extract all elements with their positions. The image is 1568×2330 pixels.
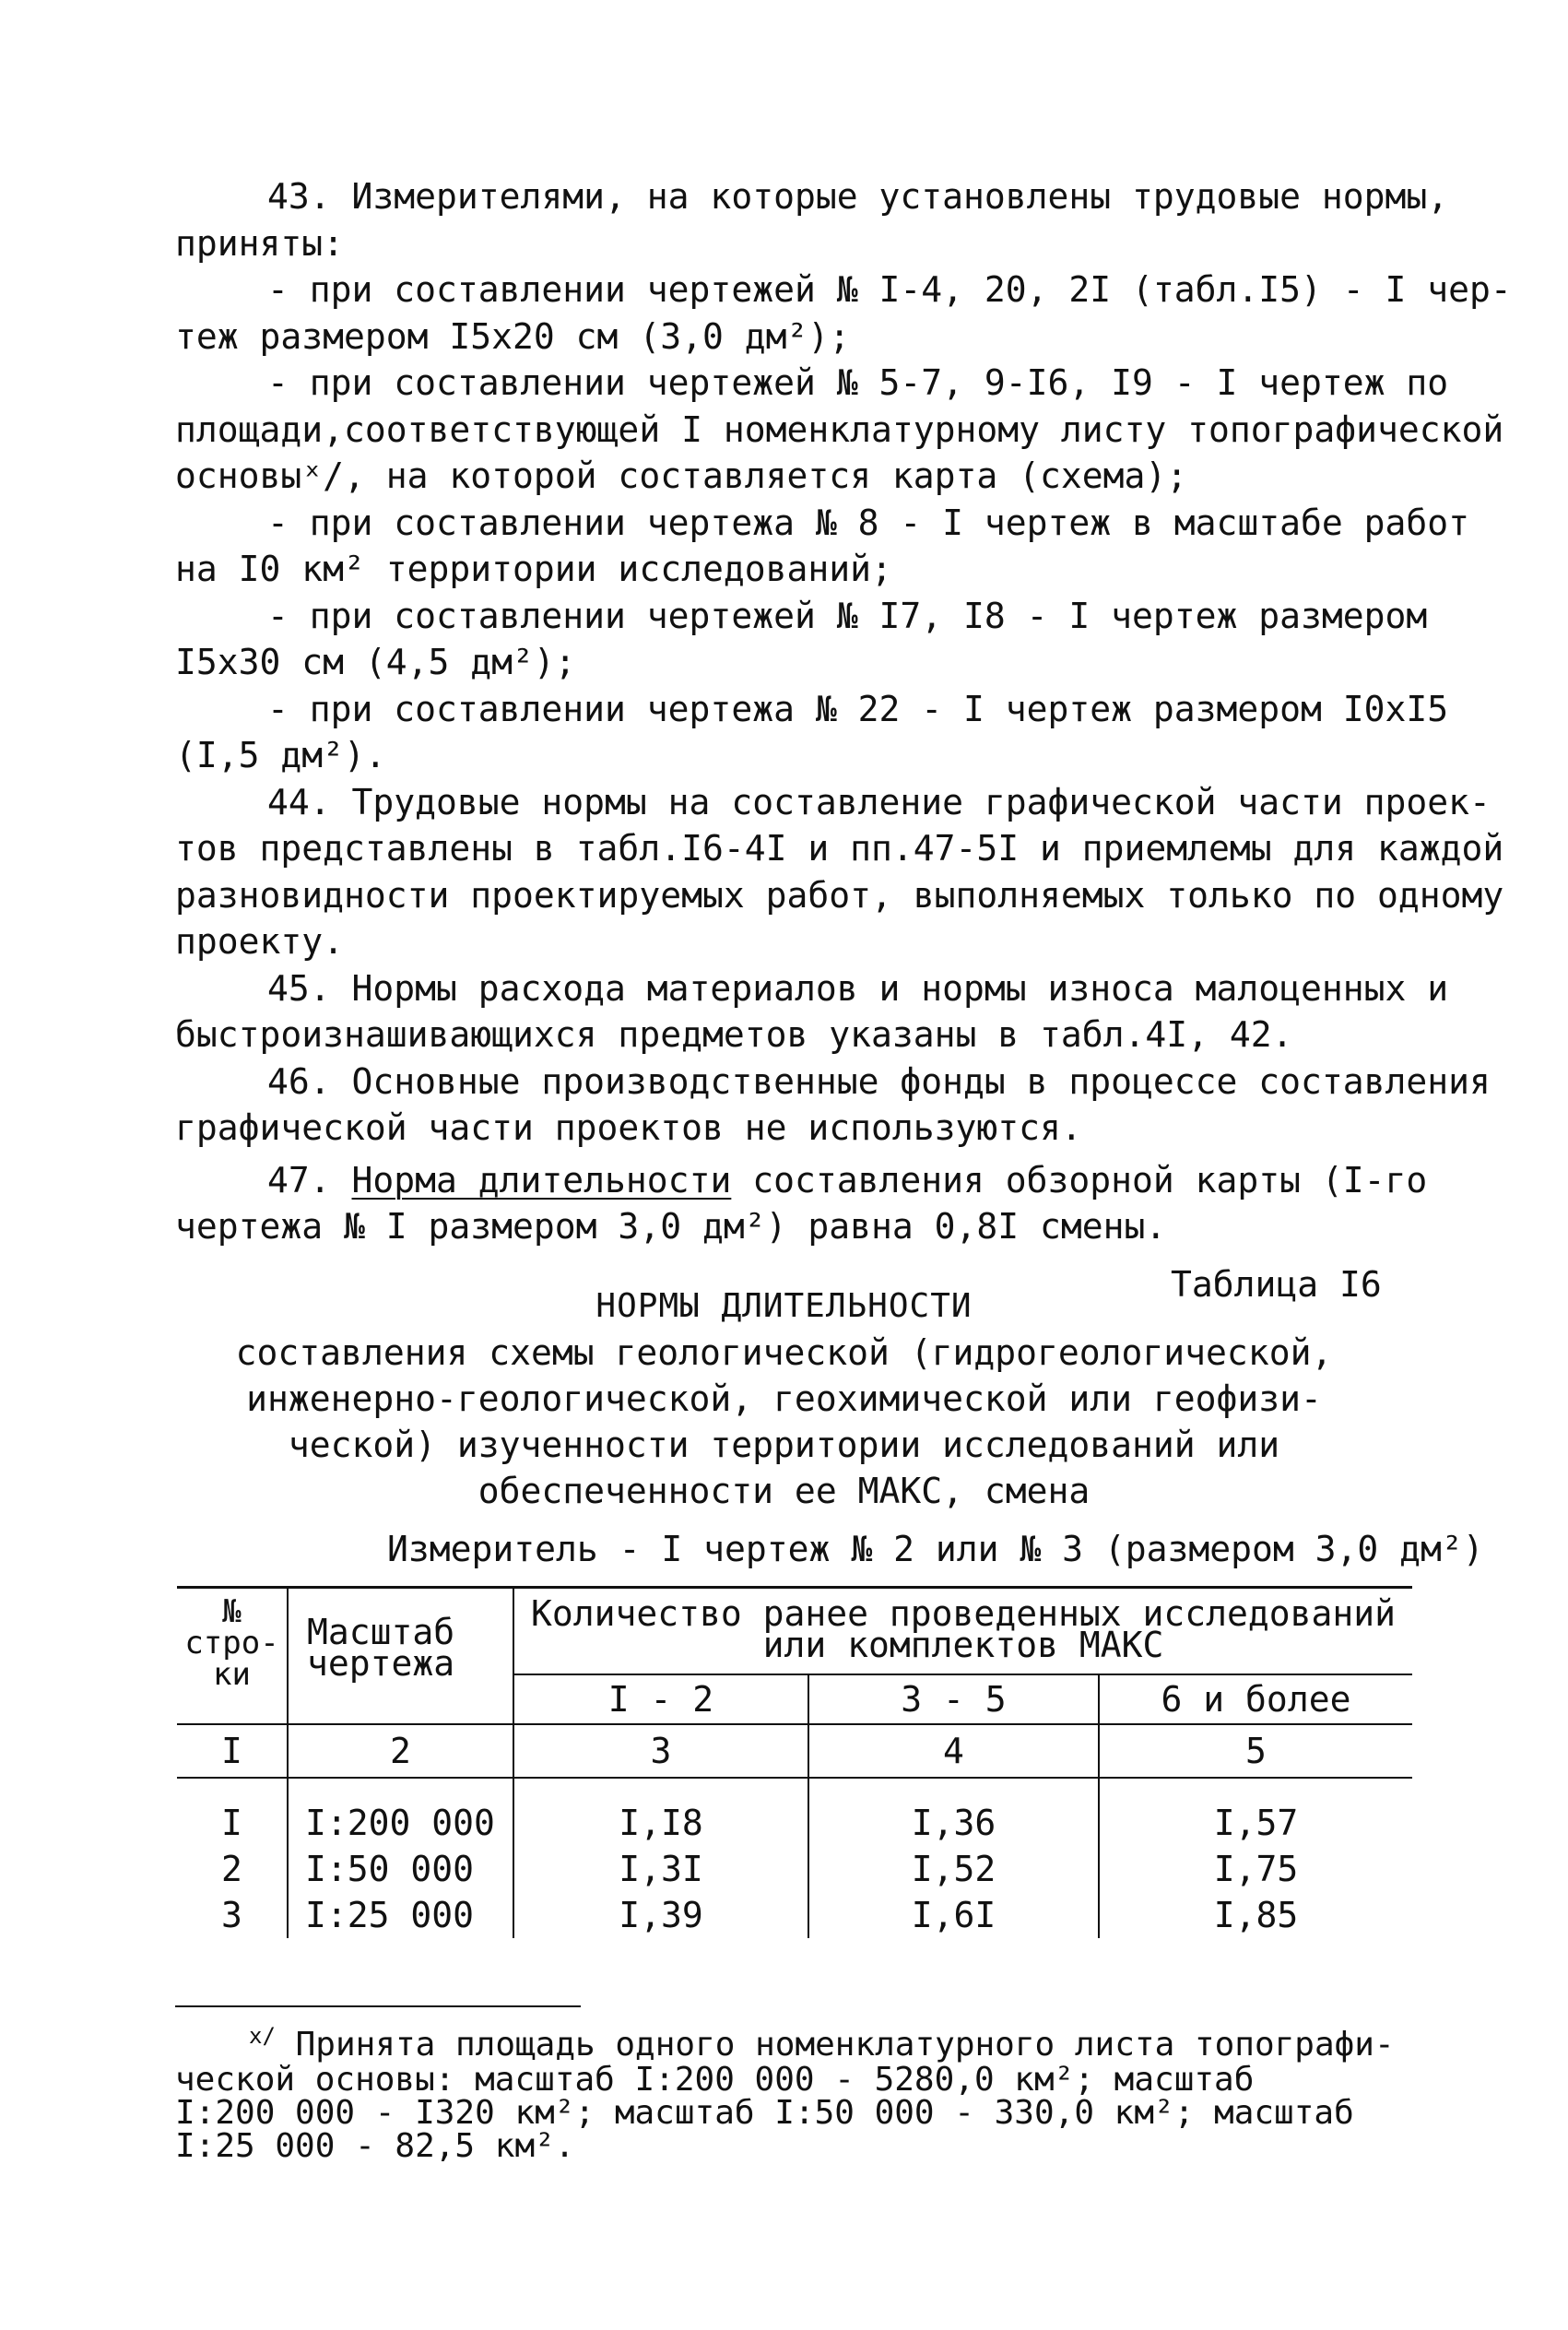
footnote-line-2: ческой основы: масштаб I:200 000 - 5280,0 км²; масштаб bbox=[175, 2061, 1255, 2099]
row-number: 3 bbox=[177, 1892, 288, 1938]
column-number-4: 4 bbox=[808, 1724, 1099, 1778]
row-value-1-2: I,I8 bbox=[513, 1800, 808, 1846]
body-line: - при составлении чертежа № 22 - I чертеж размером I0хI5 bbox=[267, 689, 1449, 729]
header-row-number-line-2: стро- bbox=[184, 1625, 279, 1662]
subheader-1-2: I - 2 bbox=[513, 1674, 808, 1724]
body-line: - при составлении чертежей № 5-7, 9-I6, I9 - I чертеж по bbox=[267, 362, 1449, 403]
table-row bbox=[177, 1892, 1412, 1938]
body-line: площади,соответствующей I номенклатурному листу топографической bbox=[175, 409, 1504, 450]
body-line: 44. Трудовые нормы на составление графической части проек- bbox=[267, 782, 1491, 822]
footnote-line-4: I:25 000 - 82,5 км². bbox=[175, 2127, 575, 2165]
footnote-line-3: I:200 000 - I320 км²; масштаб I:50 000 - 330,0 км²; масштаб bbox=[175, 2094, 1354, 2132]
column-number-1: I bbox=[177, 1724, 288, 1778]
table-measure: Измеритель - I чертеж № 2 или № 3 (размером 3,0 дм²) bbox=[387, 1529, 1484, 1569]
column-number-3: 3 bbox=[513, 1724, 808, 1778]
body-line: тов представлены в табл.I6-4I и пп.47-5I и приемлемы для каждой bbox=[175, 828, 1504, 869]
body-line: (I,5 дм²). bbox=[175, 735, 386, 775]
table-subtitle-line-3: ческой) изученности территории исследований или bbox=[288, 1425, 1280, 1465]
row-value-6-plus: I,57 bbox=[1213, 1803, 1299, 1843]
body-line: 45. Нормы расхода материалов и нормы износа малоценных и bbox=[267, 968, 1449, 1009]
row-scale: I:200 000 bbox=[288, 1800, 513, 1846]
table-row bbox=[177, 1800, 1412, 1846]
header-group-line-1: Количество ранее проведенных исследований bbox=[531, 1593, 1396, 1634]
body-line: быстроизнашивающихся предметов указаны в табл.4I, 42. bbox=[175, 1014, 1293, 1055]
footnote-line-1-text: Принята площадь одного номенклатурного листа топографи- bbox=[295, 2026, 1395, 2064]
row-value-3-5: I,6I bbox=[808, 1892, 1099, 1938]
subheader-6-plus: 6 и более bbox=[1099, 1674, 1412, 1724]
p47-rest: составления обзорной карты (I-го bbox=[731, 1160, 1428, 1200]
subheader-3-5: 3 - 5 bbox=[808, 1674, 1099, 1724]
column-number-2: 2 bbox=[288, 1724, 513, 1778]
table-subtitle-line-4: обеспеченности ее МАКС, смена bbox=[477, 1471, 1091, 1511]
row-value-6-plus: I,75 bbox=[1213, 1849, 1299, 1889]
header-scale bbox=[288, 1588, 513, 1725]
header-row-number-line-3: ки bbox=[213, 1656, 251, 1693]
header-row-number-line-1: № bbox=[222, 1593, 242, 1630]
norms-table bbox=[177, 1586, 1412, 1938]
row-value-6-plus: I,85 bbox=[1213, 1895, 1299, 1935]
header-scale-line-2: чертежа bbox=[307, 1643, 455, 1684]
paragraph-47-line-2: чертежа № I размером 3,0 дм²) равна 0,8I смены. bbox=[175, 1206, 1167, 1247]
footnote-divider bbox=[175, 2005, 581, 2007]
body-line: - при составлении чертежей № I7, I8 - I чертеж размером bbox=[267, 596, 1428, 636]
header-group bbox=[513, 1588, 1412, 1675]
row-number: 2 bbox=[177, 1846, 288, 1892]
row-value-3-5: I,52 bbox=[808, 1846, 1099, 1892]
body-line: проекту. bbox=[175, 921, 345, 962]
column-number-5: 5 bbox=[1099, 1724, 1412, 1778]
body-line: 46. Основные производственные фонды в процессе составления bbox=[267, 1061, 1491, 1102]
body-line: разновидности проектируемых работ, выполняемых только по одному bbox=[175, 875, 1504, 916]
p47-number: 47. bbox=[267, 1160, 352, 1200]
body-line: 43. Измерителями, на которые установлены трудовые нормы, bbox=[267, 176, 1449, 217]
table-title: НОРМЫ ДЛИТЕЛЬНОСТИ bbox=[595, 1287, 973, 1325]
table-label: Таблица I6 bbox=[1171, 1264, 1382, 1305]
header-scale-line-1: Масштаб bbox=[307, 1612, 455, 1652]
row-value-1-2: I,39 bbox=[513, 1892, 808, 1938]
body-line: теж размером I5х20 см (3,0 дм²); bbox=[175, 316, 851, 357]
body-line: - при составлении чертежа № 8 - I чертеж в масштабе работ bbox=[267, 503, 1470, 543]
body-line: I5х30 см (4,5 дм²); bbox=[175, 642, 576, 682]
table-subtitle-line-2: инженерно-геологической, геохимической или геофизи- bbox=[246, 1378, 1322, 1419]
paragraph-47-line-1 bbox=[267, 1157, 1427, 1203]
row-value-3-5: I,36 bbox=[808, 1800, 1099, 1846]
body-line: - при составлении чертежей № I-4, 20, 2I (табл.I5) - I чер- bbox=[267, 269, 1512, 310]
p47-underlined-term: Норма длительности bbox=[351, 1160, 732, 1200]
body-line: приняты: bbox=[175, 223, 345, 264]
body-line: на I0 км² территории исследований; bbox=[175, 549, 892, 589]
table-row bbox=[177, 1846, 1412, 1892]
footnote-line-1 bbox=[249, 2023, 1395, 2064]
body-line: графической части проектов не используются. bbox=[175, 1107, 1082, 1148]
header-row-number bbox=[177, 1588, 288, 1725]
header-group-line-2: или комплектов МАКС bbox=[762, 1625, 1164, 1665]
row-scale: I:25 000 bbox=[288, 1892, 513, 1938]
table-subtitle-line-1: составления схемы геологической (гидрогеологической, bbox=[235, 1332, 1333, 1373]
row-value-1-2: I,3I bbox=[513, 1846, 808, 1892]
body-line: основыˣ/, на которой составляется карта (схема); bbox=[175, 455, 1188, 496]
row-scale: I:50 000 bbox=[288, 1846, 513, 1892]
footnote-mark: х/ bbox=[249, 2023, 276, 2049]
row-number: I bbox=[177, 1800, 288, 1846]
